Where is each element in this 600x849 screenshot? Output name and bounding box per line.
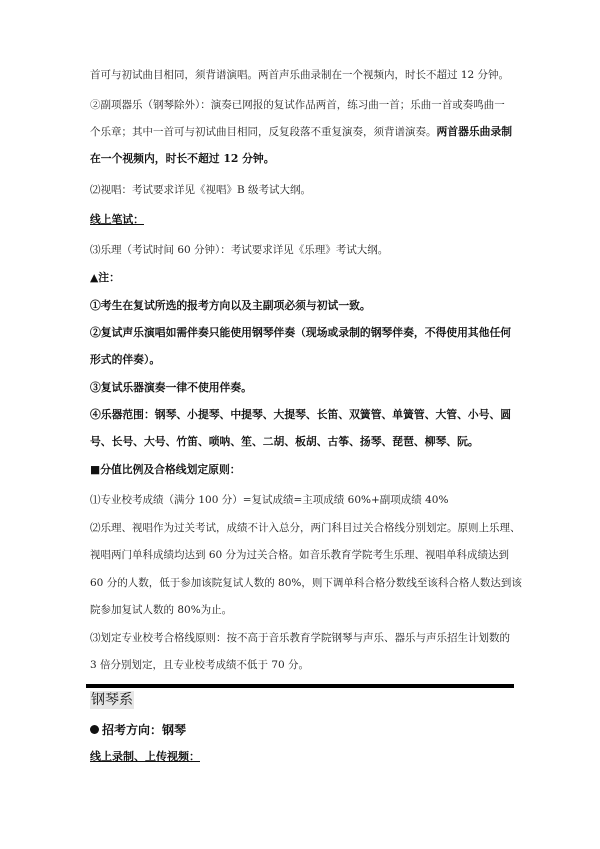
score-line-3: 视唱两门单科成绩均达到 60 分为过关合格。如音乐教育学院考生乐理、视唱单科成绩达到 [90, 549, 510, 561]
score-line-2: ⑵乐理、视唱作为过关考试，成绩不计入总分，两门科目过关合格线分别划定。原则上乐理、 [90, 522, 521, 534]
para-line-3: 个乐章；其中一首可与初试曲目相同，反复段落不重复演奏，须背谱演奏。两首器乐曲录制 [90, 125, 513, 138]
score-line-6: ⑶划定专业校考合格线原则：按不高于音乐教育学院钢琴与声乐、器乐与声乐招生计划数的 [90, 632, 510, 644]
note-2-line-1: ②复试声乐演唱如需伴奏只能使用钢琴伴奏（现场或录制的钢琴伴奏，不得使用其他任何 [90, 326, 512, 339]
recruit-direction: 招考方向：钢琴 [90, 722, 186, 738]
heading-score-ratio: ■分值比例及合格线划定原则： [90, 463, 241, 476]
note-4-line-2: 号、长号、大号、竹笛、唢呐、笙、二胡、板胡、古筝、扬琴、琵琶、柳琴、阮。 [90, 435, 479, 448]
para-line-5: ⑵视唱：考试要求详见《视唱》B 级考试大纲。 [90, 184, 312, 196]
para-line-7: ⑶乐理（考试时间 60 分钟）：考试要求详见《乐理》考试大纲。 [90, 244, 389, 256]
score-line-4: 60 分的人数，低于参加该院复试人数的 80%，则下调单科合格分数线至该科合格人数达到该 [90, 577, 522, 589]
note-2-line-2: 形式的伴奏）。 [90, 353, 161, 366]
para-line-2: ②副项器乐（钢琴除外）：演奏已网报的复试作品两首，练习曲一首；乐曲一首或奏鸣曲一 [90, 99, 505, 111]
section-title-piano: 钢琴系 [91, 692, 133, 708]
heading-upload-video: 线上录制、上传视频： [90, 750, 200, 763]
note-1: ①考生在复试所选的报考方向以及主副项必须与初试一致。 [90, 299, 371, 312]
note-4-line-1: ④乐器范围：钢琴、小提琴、中提琴、大提琴、长笛、双簧管、单簧管、大管、小号、圆 [90, 408, 512, 421]
score-line-5: 院参加复试人数的 80%为止。 [90, 604, 233, 616]
bullet-icon [90, 725, 99, 734]
para-line-4: 在一个视频内，时长不超过 12 分钟。 [90, 152, 275, 165]
score-line-1: ⑴专业校考成绩（满分 100 分）=复试成绩=主项成绩 60%+副项成绩 40% [90, 494, 449, 506]
heading-notes: ▲注： [90, 271, 120, 284]
para-line-1: 首可与初试曲目相同，须背谱演唱。两首声乐曲录制在一个视频内，时长不超过 12 分钟。 [90, 69, 510, 81]
note-3: ③复试乐器演奏一律不使用伴奏。 [90, 381, 252, 394]
score-line-7: 3 倍分别划定，且专业校考成绩不低于 70 分。 [90, 659, 310, 671]
heading-online-written: 线上笔试： [90, 213, 144, 226]
section-divider [86, 684, 514, 688]
